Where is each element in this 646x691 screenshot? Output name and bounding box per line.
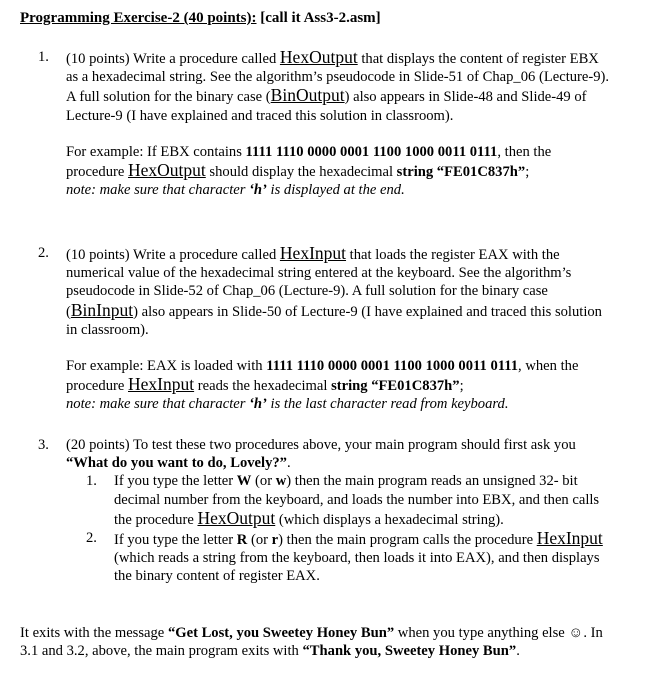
hex-string: string “FE01C837h” [331, 378, 460, 395]
exercise-heading [20, 9, 381, 27]
bit-pattern: 1111 1110 0000 0001 1100 1000 0011 0111 [245, 143, 498, 160]
text: ; [459, 378, 464, 395]
text: ) then the main program calls the procedure [278, 532, 537, 549]
item-description [66, 436, 610, 472]
note [66, 396, 508, 412]
item-description [66, 48, 610, 125]
item-description [66, 244, 610, 339]
heading-title: Programming Exercise-2 (40 points): [20, 10, 257, 26]
bit-pattern: 1111 1110 0000 0001 1100 1000 0011 0111 [266, 358, 519, 375]
procedure-name: HexInput [128, 374, 195, 395]
smiley-icon: ☺ [568, 625, 584, 641]
exercise-item-3 [38, 436, 610, 586]
exit-message-1: “Get Lost, you Sweetey Honey Bun” [167, 625, 395, 641]
text: , then the procedure [66, 143, 552, 181]
procedure-name: BinOutput [270, 85, 345, 106]
letter: r [271, 532, 279, 549]
example-paragraph [66, 143, 610, 200]
letter: w [275, 473, 287, 490]
exercise-item-1 [38, 48, 610, 199]
text: It exits with the message [20, 625, 168, 641]
text: ) also appears in Slide-50 of Lecture-9 (I have explained and traced this solution in classroom). [66, 303, 602, 338]
item-number: 3. [38, 437, 49, 453]
text: should display the hexadecimal [205, 164, 397, 181]
procedure-name: HexOutput [279, 47, 358, 67]
text: ; [525, 164, 530, 181]
item-body [66, 244, 610, 414]
letter: R [236, 532, 248, 549]
exercise-item-2 [38, 244, 610, 414]
text: when you type anything else [394, 625, 569, 641]
text: (20 points) To test these two procedures above, your main program should first ask you [66, 437, 576, 453]
hex-string: string “FE01C837h” [396, 164, 526, 181]
text: reads the hexadecimal [194, 378, 332, 395]
item-body [66, 436, 610, 586]
letter: W [236, 473, 252, 490]
exit-message-paragraph [20, 624, 610, 660]
text: , when the procedure [66, 358, 579, 395]
text: . [516, 643, 520, 660]
sub-item-1 [86, 472, 610, 529]
procedure-name: HexInput [279, 243, 347, 263]
text: ) also appears in Slide-48 and Slide-49 of Lecture-9 (I have explained and traced this solution in classroom). [66, 89, 587, 124]
item-number: 2. [38, 245, 49, 261]
footer-text [20, 624, 610, 660]
text: (which reads a string from the keyboard, then loads it into EAX), and then displays the binary content of register EAX. [114, 550, 600, 585]
text: If you type the letter [114, 532, 237, 549]
text: (which displays a hexadecimal string). [275, 511, 504, 528]
text: For example: If EBX contains [66, 143, 246, 160]
procedure-name: BinInput [70, 299, 134, 320]
item-body [66, 48, 610, 199]
text: . [286, 455, 291, 472]
example-paragraph [66, 357, 610, 414]
text: ) then the main program reads an unsigned 32- bit decimal number from the keyboard, and loads the number into EBX, and then calls the procedure [114, 473, 600, 528]
exit-message-2: “Thank you, Sweetey Honey Bun” [302, 643, 517, 660]
text: note: make sure that character [66, 182, 250, 199]
text: For example: EAX is loaded with [66, 358, 267, 375]
heading-filename: [call it Ass3-2.asm] [256, 10, 381, 26]
char-h: ‘h’ [249, 396, 267, 413]
sub-item-text [114, 529, 610, 586]
text: is displayed at the end. [266, 182, 405, 199]
prompt-question: “What do you want to do, Lovely?” [66, 455, 287, 472]
procedure-name: HexOutput [128, 160, 206, 181]
text: If you type the letter [114, 473, 237, 490]
text: . In 3.1 and 3.2, above, the main program exits with [20, 625, 603, 660]
char-h: ‘h’ [249, 182, 267, 199]
text: (or [247, 532, 272, 549]
sub-item-2 [86, 529, 610, 586]
sub-item-number: 2. [86, 530, 97, 547]
text: is the last character read from keyboard. [266, 396, 509, 413]
text: (10 points) Write a procedure called [66, 51, 280, 67]
text: that loads the register EAX with the numerical value of the hexadecimal string entered at the keyboard. See the algorithm’s pseudocode in Slide-52 of Chap_06 (Lecture-9). A full solution for the binary case ( [66, 247, 572, 320]
text: note: make sure that character [66, 396, 250, 413]
procedure-name: HexInput [536, 528, 603, 549]
text: that displays the content of register EBX as a hexadecimal string. See the algorithm’s pseudocode in Slide-51 of Chap_06 (Lecture-9). A full solution for the binary case ( [66, 51, 610, 106]
text: (10 points) Write a procedure called [66, 247, 280, 263]
note [66, 182, 405, 198]
sub-item-number: 1. [86, 473, 97, 490]
sub-item-text [114, 472, 610, 529]
text: (or [251, 473, 276, 490]
procedure-name: HexOutput [197, 507, 276, 528]
item-number: 1. [38, 49, 49, 65]
